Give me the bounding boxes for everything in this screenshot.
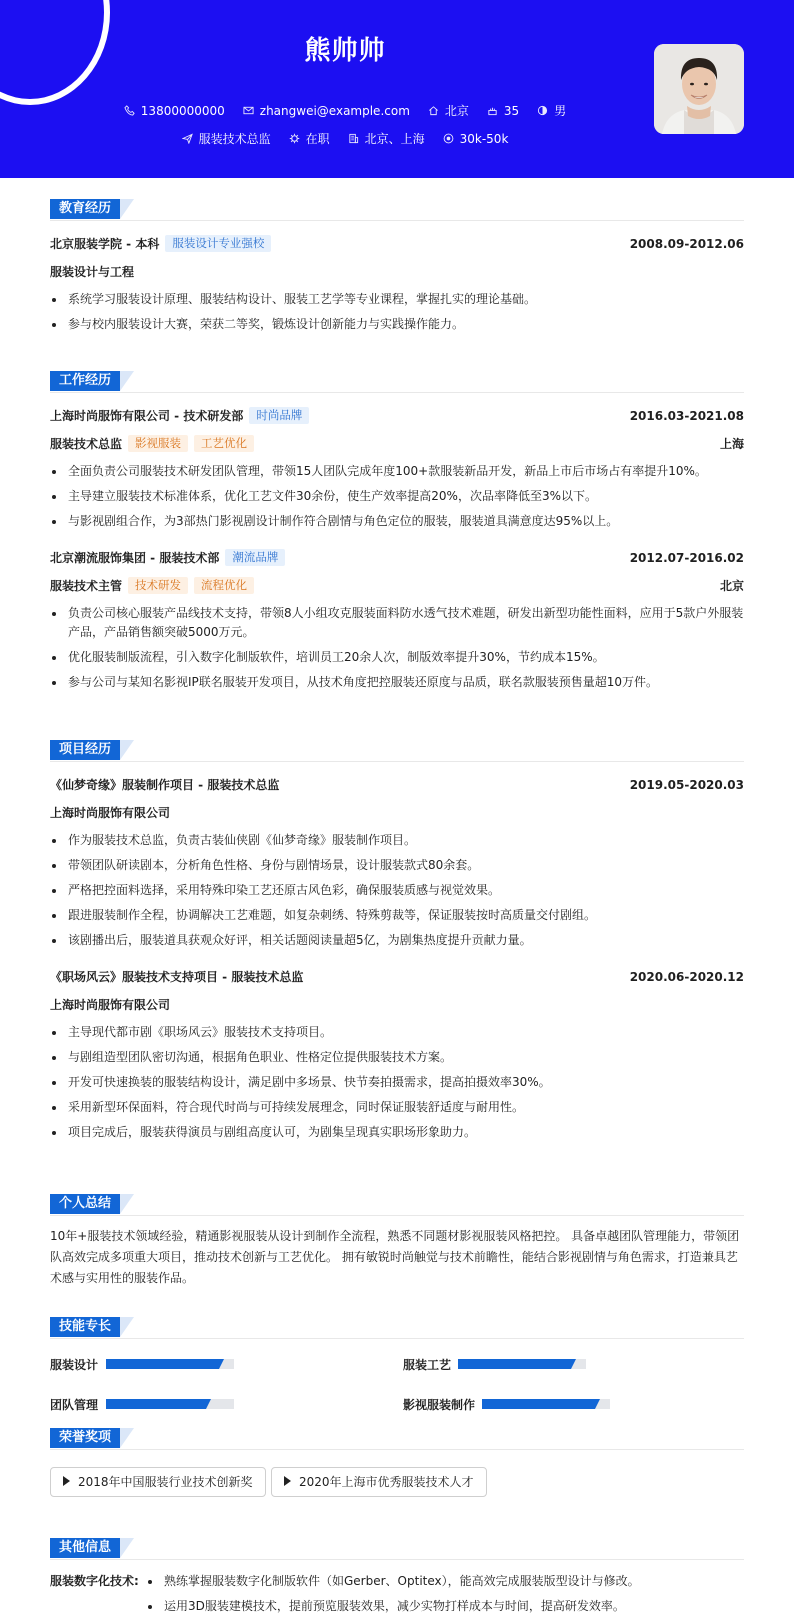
list-item: 主导现代都市剧《职场风云》服装技术支持项目。 [50, 1023, 744, 1042]
work-entry-header [50, 549, 744, 567]
skills-title: 技能专长 [50, 1317, 120, 1337]
play-icon [284, 1476, 291, 1486]
skill-bar [106, 1359, 234, 1369]
skill-name: 服装设计 [50, 1358, 99, 1372]
summary-text: 10年+服装技术领域经验，精通影视服装从设计到制作全流程，熟悉不同题材影视服装风格把控。 具备卓越团队管理能力，带领团队高效完成多项重大项目，推动技术创新与工艺优化。 拥有敏锐时尚触觉与技术前瞻性，能结合影视剧情与角色需求，打造兼具艺术感与实用性的服装作品。 [50, 1229, 740, 1285]
list-item: 参与公司与某知名影视IP联名服装开发项目，从技术角度把控服装还原度与品质，联名款服装预售量超10万件。 [50, 673, 744, 692]
city-value: 北京 [444, 104, 469, 118]
list-item: 运用3D服装建模技术，提前预览服装效果，减少实物打样成本与时间，提高研发效率。 [146, 1597, 746, 1616]
awards-section [50, 1428, 744, 1498]
project-bullets [50, 1023, 744, 1142]
candidate-name: 熊帅帅 [304, 36, 386, 66]
money-icon [443, 133, 454, 144]
skill-bar-fill [482, 1399, 595, 1409]
list-item: 参与校内服装设计大赛，荣获二等奖，锻炼设计创新能力与实践操作能力。 [50, 315, 744, 334]
list-item: 项目完成后，服装获得演员与剧组高度认可，为剧集呈现真实职场形象助力。 [50, 1123, 744, 1142]
major-name: 服装设计与工程 [50, 265, 135, 279]
position-name: 服装技术总监 [50, 437, 123, 451]
project-entry [50, 776, 744, 950]
list-item: 熟练掌握服装数字化制版软件（如Gerber、Optitex），能高效完成服装版型设计与修改。 [146, 1572, 746, 1591]
position-tag: 流程优化 [194, 577, 254, 594]
position-tag: 技术研发 [128, 577, 188, 594]
city-info [428, 102, 469, 119]
list-item: 系统学习服装设计原理、服装结构设计、服装工艺学等专业课程，掌握扎实的理论基础。 [50, 290, 744, 309]
section-title [50, 371, 744, 393]
work-section [50, 371, 744, 692]
skill-bar [458, 1359, 586, 1369]
salary-info [443, 130, 509, 147]
project-org: 上海时尚服饰有限公司 [50, 806, 171, 820]
work-entry-header [50, 407, 744, 425]
skill-bar-fill [106, 1399, 206, 1409]
project-entry-header [50, 968, 744, 986]
contact-row [0, 102, 690, 119]
other-label: 服装数字化技术: [50, 1574, 139, 1588]
status-info [289, 130, 330, 147]
home-icon [428, 105, 439, 116]
skill-bar [106, 1399, 234, 1409]
award-item [271, 1467, 487, 1497]
projects-title: 项目经历 [50, 740, 120, 760]
work-bullets [50, 462, 744, 531]
section-title [50, 740, 744, 762]
work-location: 上海 [719, 437, 744, 451]
position-name: 服装技术主管 [50, 579, 123, 593]
position-tag: 工艺优化 [194, 435, 254, 452]
list-item: 严格把控面料选择，采用特殊印染工艺还原古风色彩，确保服装质感与视觉效果。 [50, 881, 744, 900]
other-section [50, 1538, 744, 1618]
project-bullets [50, 831, 744, 950]
awards-title: 荣誉奖项 [50, 1428, 120, 1448]
skill-bar-fill [458, 1359, 571, 1369]
summary-title: 个人总结 [50, 1194, 120, 1214]
work-entry [50, 407, 744, 531]
section-title [50, 199, 744, 221]
gender-icon [537, 105, 548, 116]
list-item: 主导建立服装技术标准体系，优化工艺文件30余份，使生产效率提高20%，次品率降低至3%以下。 [50, 487, 744, 506]
building-icon [348, 133, 359, 144]
skill-name: 团队管理 [50, 1398, 99, 1412]
project-date: 2020.06-2020.12 [629, 970, 744, 984]
salary-value: 30k-50k [459, 131, 509, 146]
list-item: 负责公司核心服装产品线技术支持，带领8人小组攻克服装面料防水透气技术难题，研发出新型功能性面料，应用于5款户外服装产品，产品销售额突破5000万元。 [50, 604, 744, 642]
email-info [243, 102, 410, 119]
position-row [50, 577, 744, 595]
work-location: 北京 [719, 579, 744, 593]
list-item: 该剧播出后，服装道具获观众好评，相关话题阅读量超5亿，为剧集热度提升贡献力量。 [50, 931, 744, 950]
target-city-info [348, 130, 425, 147]
play-icon [63, 1476, 70, 1486]
skill-bar-fill [106, 1359, 219, 1369]
section-title [50, 1428, 744, 1450]
school-name: 北京服装学院 - 本科 [50, 237, 160, 251]
list-item: 作为服装技术总监，负责古装仙侠剧《仙梦奇缘》服装制作项目。 [50, 831, 744, 850]
list-item: 跟进服装制作全程，协调解决工艺难题，如复杂刺绣、特殊剪裁等，保证服装按时高质量交付剧组。 [50, 906, 744, 925]
summary-section [50, 1194, 744, 1289]
resume-header [0, 0, 794, 178]
education-title: 教育经历 [50, 199, 120, 219]
company-tag: 潮流品牌 [225, 549, 285, 566]
list-item: 与剧组造型团队密切沟通，根据角色职业、性格定位提供服装技术方案。 [50, 1048, 744, 1067]
list-item: 全面负责公司服装技术研发团队管理，带领15人团队完成年度100+款服装新品开发，新品上市后市场占有率提升10%。 [50, 462, 744, 481]
school-tag: 服装设计专业强校 [165, 235, 271, 252]
company-name: 北京潮流服饰集团 - 服装技术部 [50, 551, 220, 565]
gear-icon [289, 133, 300, 144]
gender-value: 男 [554, 104, 567, 118]
send-icon [182, 133, 193, 144]
project-date: 2019.05-2020.03 [629, 778, 744, 792]
list-item: 采用新型环保面料，符合现代时尚与可持续发展理念，同时保证服装舒适度与耐用性。 [50, 1098, 744, 1117]
project-name: 《仙梦奇缘》服装制作项目 - 服装技术总监 [50, 778, 280, 792]
profile-photo [654, 44, 744, 134]
award-item [50, 1467, 266, 1497]
list-item: 优化服装制版流程，引入数字化制版软件，培训员工20余人次，制版效率提升30%，节约成本15%。 [50, 648, 744, 667]
age-info [487, 102, 519, 119]
mail-icon [243, 105, 254, 116]
education-bullets [50, 290, 744, 334]
section-title [50, 1317, 744, 1339]
projects-section [50, 740, 744, 1142]
list-item: 与影视剧组合作，为3部热门影视剧设计制作符合剧情与角色定位的服装，服装道具满意度达95%以上。 [50, 512, 744, 531]
work-bullets [50, 604, 744, 692]
section-title [50, 1538, 744, 1560]
project-name: 《职场风云》服装技术支持项目 - 服装技术总监 [50, 970, 304, 984]
company-name: 上海时尚服饰有限公司 - 技术研发部 [50, 409, 244, 423]
project-org: 上海时尚服饰有限公司 [50, 998, 171, 1012]
award-text: 2020年上海市优秀服装技术人才 [299, 1475, 474, 1489]
phone-icon [124, 105, 135, 116]
skills-section [50, 1317, 744, 1412]
education-entry-header [50, 235, 744, 253]
job-row [0, 130, 690, 147]
phone-value: 13800000000 [140, 103, 225, 118]
work-entry [50, 549, 744, 692]
skill-name: 服装工艺 [403, 1358, 452, 1372]
phone-info [124, 102, 225, 119]
email-value: zhangwei@example.com [259, 103, 410, 118]
project-entry-header [50, 776, 744, 794]
other-title: 其他信息 [50, 1538, 120, 1558]
list-item: 带领团队研读剧本，分析角色性格、身份与剧情场景，设计服装款式80余套。 [50, 856, 744, 875]
other-bullets [146, 1572, 746, 1616]
education-section [50, 199, 744, 334]
status-value: 在职 [305, 132, 330, 146]
gender-info [537, 102, 566, 119]
skill-bar [482, 1399, 610, 1409]
position-row [50, 435, 744, 453]
skill-name: 影视服装制作 [403, 1398, 476, 1412]
work-date: 2012.07-2016.02 [629, 551, 744, 565]
list-item: 开发可快速换装的服装结构设计，满足剧中多场景、快节奏拍摄需求，提高拍摄效率30%。 [50, 1073, 744, 1092]
award-text: 2018年中国服装行业技术创新奖 [78, 1475, 253, 1489]
target-city-value: 北京、上海 [364, 132, 425, 146]
section-title [50, 1194, 744, 1216]
job-title-info [182, 130, 271, 147]
cake-icon [487, 105, 498, 116]
job-title-value: 服装技术总监 [198, 132, 271, 146]
education-date: 2008.09-2012.06 [629, 237, 744, 251]
age-value: 35 [503, 103, 520, 118]
work-date: 2016.03-2021.08 [629, 409, 744, 423]
position-tag: 影视服装 [128, 435, 188, 452]
project-entry [50, 968, 744, 1142]
company-tag: 时尚品牌 [249, 407, 309, 424]
work-title: 工作经历 [50, 371, 120, 391]
